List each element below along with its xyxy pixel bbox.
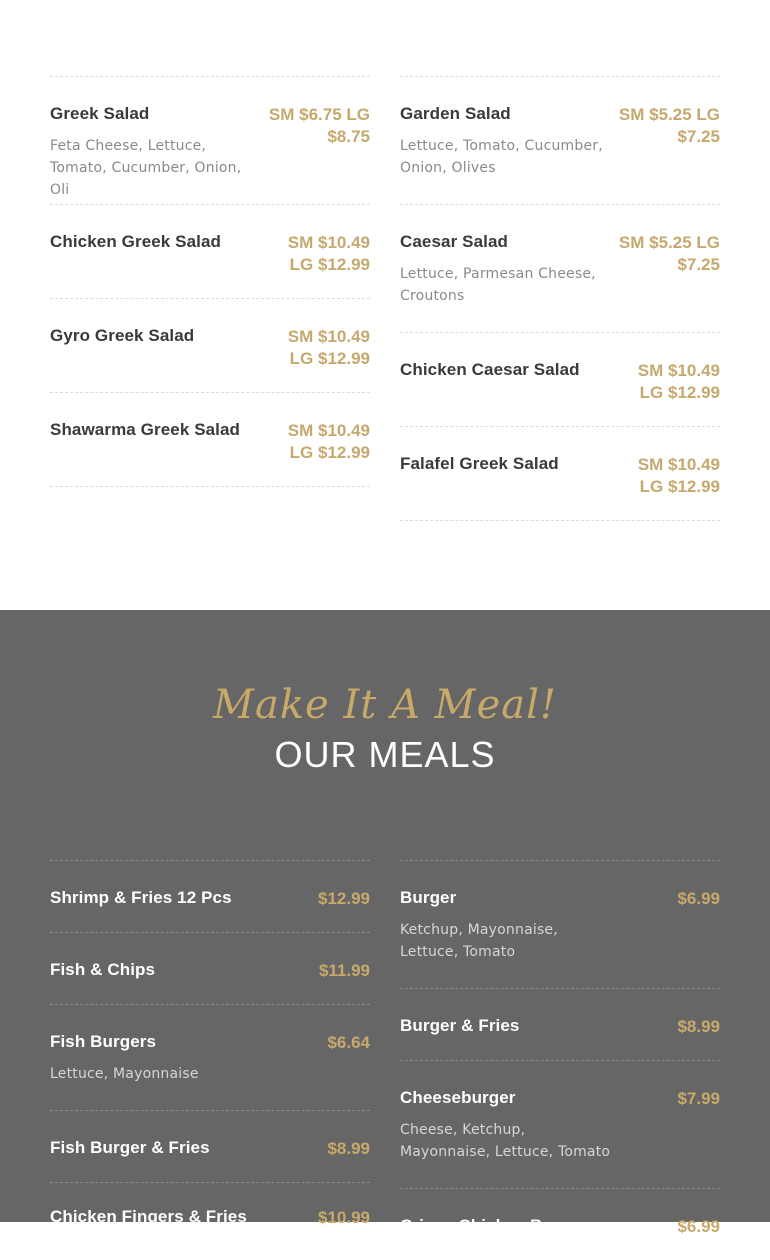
menu-item	[400, 426, 720, 520]
item-price: SM $10.49 LG $12.99	[287, 233, 370, 274]
salads-section	[0, 0, 770, 610]
divider	[50, 486, 370, 487]
item-name: Fish Burger & Fries	[50, 1138, 210, 1157]
item-name: Chicken Caesar Salad	[400, 360, 580, 379]
menu-item	[400, 1188, 720, 1260]
menu-item	[50, 1182, 370, 1254]
menu-item	[400, 988, 720, 1060]
item-price: $8.99	[677, 1017, 720, 1036]
menu-item	[50, 1110, 370, 1182]
item-price: SM $10.49 LG $12.99	[637, 455, 720, 496]
item-name: Shrimp & Fries 12 Pcs	[50, 888, 232, 907]
item-name: Burger & Fries	[400, 1016, 520, 1035]
menu-item	[400, 860, 720, 988]
divider	[400, 520, 720, 521]
item-description: Lettuce, Parmesan Cheese, Croutons	[400, 266, 596, 304]
item-description: Feta Cheese, Lettuce, Tomato, Cucumber, Onion, Oli	[50, 138, 242, 198]
menu-item	[50, 76, 370, 204]
menu-item	[400, 332, 720, 426]
item-name: Greek Salad	[50, 104, 150, 123]
meals-tagline: Make It A Meal!	[213, 682, 557, 728]
item-price: SM $10.49 LG $12.99	[637, 361, 720, 402]
menu-item	[50, 860, 370, 932]
item-name: Chicken Greek Salad	[50, 232, 222, 251]
menu-item	[50, 392, 370, 486]
item-price: SM $5.25 LG $7.25	[618, 105, 720, 146]
item-name: Falafel Greek Salad	[400, 454, 559, 473]
item-price: $10.99	[318, 1208, 370, 1227]
item-price: $7.99	[677, 1089, 720, 1108]
menu-item	[400, 204, 720, 332]
item-price: SM $10.49 LG $12.99	[287, 421, 370, 462]
item-name: Caesar Salad	[400, 232, 508, 251]
meals-heading: OUR MEALS	[274, 734, 496, 775]
item-name: Fish & Chips	[50, 960, 156, 979]
menu-item	[400, 1060, 720, 1188]
item-name: Chicken Fingers & Fries	[50, 1207, 247, 1226]
menu-item	[400, 76, 720, 204]
item-price: $6.99	[677, 1217, 720, 1236]
item-name: Burger	[400, 888, 457, 907]
item-description: Lettuce, Mayonnaise	[50, 1066, 199, 1082]
item-price: $6.99	[677, 889, 720, 908]
menu-item	[50, 932, 370, 1004]
item-name: Shawarma Greek Salad	[50, 420, 241, 439]
item-description: Cheese, Ketchup, Mayonnaise, Lettuce, Tomato	[400, 1122, 611, 1160]
item-name: Cheeseburger	[400, 1088, 516, 1107]
item-price: SM $5.25 LG $7.25	[618, 233, 720, 274]
item-name: Gyro Greek Salad	[50, 326, 195, 345]
menu-item	[50, 204, 370, 298]
menu-item	[50, 298, 370, 392]
item-price: $6.64	[327, 1033, 370, 1052]
meals-section	[0, 610, 770, 1236]
item-price: $11.99	[318, 961, 370, 980]
salads-right-column	[400, 76, 720, 521]
item-price: SM $6.75 LG $8.75	[268, 105, 370, 146]
item-description: Lettuce, Tomato, Cucumber, Onion, Olives	[400, 138, 603, 176]
item-price: SM $10.49 LG $12.99	[287, 327, 370, 368]
meals-left-column	[50, 860, 370, 1254]
item-name: Garden Salad	[400, 104, 511, 123]
item-name: Fish Burgers	[50, 1032, 157, 1051]
item-description: Ketchup, Mayonnaise, Lettuce, Tomato	[400, 922, 558, 960]
meals-right-column	[400, 860, 720, 1260]
menu-item	[50, 1004, 370, 1110]
salads-left-column	[50, 76, 370, 487]
item-price: $8.99	[327, 1139, 370, 1158]
item-price: $12.99	[318, 889, 370, 908]
item-name: Crispy Chicken Burger	[400, 1216, 587, 1235]
